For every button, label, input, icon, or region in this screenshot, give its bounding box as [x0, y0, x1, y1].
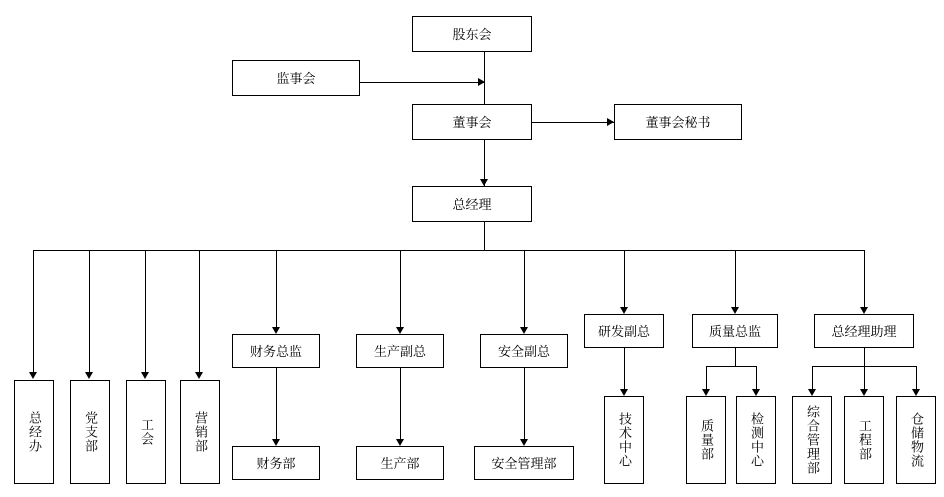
node-label: 检测中心 [749, 412, 764, 468]
node-supervisors[interactable] [232, 60, 360, 96]
node-quality-dept[interactable] [686, 396, 726, 484]
arrow-labor-union [141, 372, 149, 379]
edge-safety-mgmt-dept [524, 368, 525, 439]
node-label: 生产副总 [373, 343, 426, 359]
drop-quality-director [735, 250, 736, 307]
node-label: 股东会 [452, 26, 492, 42]
node-safety-mgmt-dept[interactable] [474, 446, 574, 480]
drop-warehouse-logistics-dept [916, 366, 917, 389]
node-label: 质量总监 [708, 323, 761, 339]
node-finance-dept[interactable] [232, 446, 320, 480]
node-label: 财务部 [256, 455, 296, 471]
node-label: 总经理 [452, 196, 492, 212]
arrow-safety-vp [520, 327, 528, 334]
drop-engineering-dept [864, 366, 865, 389]
arrow-finance-dept [272, 439, 280, 446]
node-rd-vp[interactable] [584, 314, 664, 348]
arrow-production-vp [396, 327, 404, 334]
edge-tech-center [624, 348, 625, 389]
node-label: 工会 [139, 418, 154, 446]
node-finance-director[interactable] [232, 334, 320, 368]
drop-quality-dept [706, 366, 707, 389]
node-label: 党支部 [83, 411, 98, 453]
arrow-supervisors-trunk [478, 78, 485, 86]
drop-gm-assistant [864, 250, 865, 307]
arrow-marketing-dept [195, 372, 203, 379]
node-marketing-dept[interactable] [180, 380, 220, 484]
arrow-safety-mgmt-dept [520, 439, 528, 446]
drop-finance-director [276, 250, 277, 327]
edge-supervisors-trunk [360, 82, 484, 83]
node-label: 综合管理部 [805, 405, 820, 475]
arrow-comprehensive-mgmt-dept [808, 389, 816, 396]
node-tech-center[interactable] [604, 396, 644, 484]
node-warehouse-logistics-dept[interactable] [896, 396, 936, 484]
arrow-warehouse-logistics-dept [912, 389, 920, 396]
node-label: 安全管理部 [491, 455, 557, 471]
node-comprehensive-mgmt-dept[interactable] [792, 396, 832, 484]
drop-safety-vp [524, 250, 525, 327]
node-engineering-dept[interactable] [844, 396, 884, 484]
edge-finance-dept [276, 368, 277, 439]
drop-party-branch [89, 250, 90, 372]
node-general-manager[interactable] [412, 186, 532, 222]
drop-comprehensive-mgmt-dept [812, 366, 813, 389]
arrow-general-office [29, 372, 37, 379]
node-board[interactable] [412, 104, 532, 140]
drop-general-office [33, 250, 34, 372]
node-label: 总经办 [27, 411, 42, 453]
arrow-quality-dept [702, 389, 710, 396]
node-label: 技术中心 [617, 412, 632, 468]
node-labor-union[interactable] [126, 380, 166, 484]
edge-gm-bus [484, 222, 485, 250]
arrow-party-branch [85, 372, 93, 379]
arrow-board-gm [480, 179, 488, 186]
node-general-office[interactable] [14, 380, 54, 484]
node-label: 工程部 [857, 419, 872, 461]
arrow-gm-assistant [860, 307, 868, 314]
node-gm-assistant[interactable] [814, 314, 914, 348]
bus-quality [706, 366, 756, 367]
edge-production-dept [400, 368, 401, 439]
edge-board-secretary [532, 122, 614, 123]
arrow-quality-director [731, 307, 739, 314]
drop-production-vp [400, 250, 401, 327]
node-label: 仓储物流 [909, 412, 924, 468]
node-safety-vp[interactable] [480, 334, 568, 368]
node-shareholders[interactable] [412, 16, 532, 52]
drop-rd-vp [624, 250, 625, 307]
drop-labor-union [145, 250, 146, 372]
node-label: 营销部 [193, 411, 208, 453]
bus-main [33, 250, 865, 251]
node-label: 质量部 [699, 419, 714, 461]
node-label: 总经理助理 [831, 323, 897, 339]
node-production-vp[interactable] [356, 334, 444, 368]
arrow-production-dept [396, 439, 404, 446]
arrow-inspection-center [752, 389, 760, 396]
node-board-secretary[interactable] [614, 104, 742, 140]
node-label: 监事会 [276, 70, 316, 86]
node-label: 财务总监 [249, 343, 302, 359]
node-party-branch[interactable] [70, 380, 110, 484]
arrow-rd-vp [620, 307, 628, 314]
node-label: 安全副总 [497, 343, 550, 359]
arrow-board-secretary [607, 118, 614, 126]
node-production-dept[interactable] [356, 446, 444, 480]
node-label: 董事会秘书 [645, 114, 711, 130]
arrow-engineering-dept [860, 389, 868, 396]
node-inspection-center[interactable] [736, 396, 776, 484]
arrow-finance-director [272, 327, 280, 334]
node-label: 生产部 [380, 455, 420, 471]
node-label: 研发副总 [597, 323, 650, 339]
edge-gm-assistant-stem [864, 348, 865, 366]
node-label: 董事会 [452, 114, 492, 130]
node-quality-director[interactable] [692, 314, 778, 348]
edge-quality-stem [735, 348, 736, 366]
drop-marketing-dept [199, 250, 200, 372]
drop-inspection-center [756, 366, 757, 389]
arrow-tech-center [620, 389, 628, 396]
